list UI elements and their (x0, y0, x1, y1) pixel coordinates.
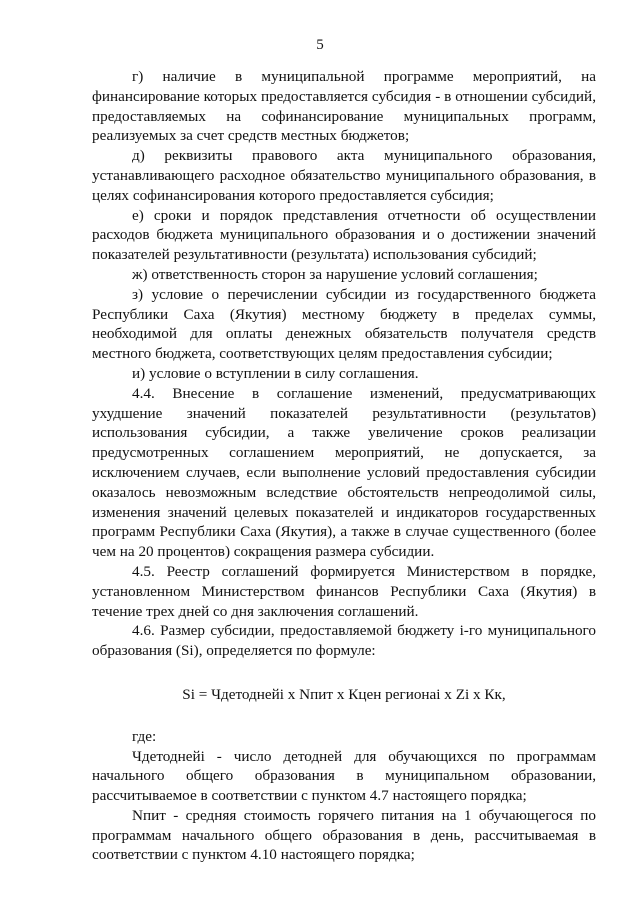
paragraph-zh: ж) ответственность сторон за нарушение условий соглашения; (132, 265, 538, 283)
page-number: 5 (316, 37, 324, 53)
paragraph-4-6: 4.6. Размер субсидии, предоставляемой бюджету i-го муниципального образования (Si), определяется по формуле: (92, 622, 596, 660)
paragraph-g: г) наличие в муниципальной программе мероприятий, на финансирование которых предоставляется субсидия - в отношении субсидий, предоставляемых на софинансирование муниципальных программ, реализуемых за счет средств местных бюджетов; (92, 68, 596, 145)
paragraph-z: з) условие о перечислении субсидии из государственного бюджета Республики Саха (Якутия) местному бюджету в пределах суммы, необходимой для оплаты денежных обязательств получателя средств местного бюджета, соответствующих целям предоставления субсидии; (92, 285, 596, 363)
paragraph-d: д) реквизиты правового акта муниципального образования, устанавливающего расходное обязательство муниципального образования, в целях софинансирования которого предоставляется субсидия; (92, 147, 596, 204)
where-label: где: (132, 727, 157, 745)
definition-meal-cost: Nпит - средняя стоимость горячего питания на 1 обучающегося по программам начального общего образования в день, рассчитываемая в соответствии с пунктом 4.10 настоящего порядка; (92, 806, 596, 864)
subsidy-formula: Si = Чдетоднейi x Nпит x Кцен регионаi x Zi x Кк, (182, 685, 506, 703)
paragraph-e: е) сроки и порядок представления отчетности об осуществлении расходов бюджета муниципального образования и о достижении значений показателей результативности (результата) использования субсидий; (92, 206, 596, 264)
document-body (92, 67, 596, 865)
paragraph-4-4: 4.4. Внесение в соглашение изменений, предусматривающих ухудшение значений показателей результативности (результатов) использования субсидии, а также увеличение сроков реализации предусмотренных соглашением мероприятий, не допускается, за исключением случаев, если выполнение условий предоставления субсидии оказалось невозможным вследствие обстоятельств непреодолимой силы, изменения значений целевых показателей и индикаторов государственных программ Республики Саха (Якутия), а также в случае существенного (более чем на 20 процентов) сокращения размера субсидии. (92, 384, 596, 561)
paragraph-i: и) условие о вступлении в силу соглашения. (132, 364, 419, 382)
definition-children-days: Чдетоднейi - число детодней для обучающихся по программам начального общего образования в муниципальном образовании, рассчитываемое в соответствии с пунктом 4.7 настоящего порядка; (92, 747, 596, 805)
paragraph-4-5: 4.5. Реестр соглашений формируется Министерством в порядке, установленном Министерством финансов Республики Саха (Якутия) в течение трех дней со дня заключения соглашений. (92, 562, 596, 620)
